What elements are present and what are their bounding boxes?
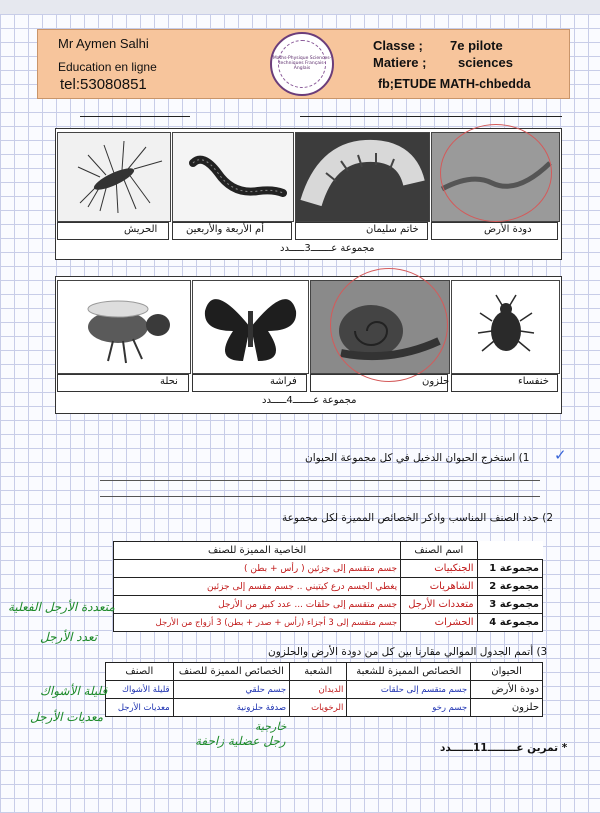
handwritten-note: خارجية [255,720,287,733]
table2-header-phylum-features: الخصائص المميزة للشعبة [347,663,471,681]
teacher-circle-mark [440,124,552,222]
handwritten-note: معديات الأرجل [30,710,104,724]
label-snail: حلزون [422,376,450,387]
table2-cell-class: قليلة الأشواك [106,681,174,699]
mode-label: Education en ligne [58,60,157,74]
top-edge [0,0,600,14]
table2-cell-phylum: الرخويات [290,699,347,717]
label-bee: نحلة [160,376,178,387]
logo-text: Maths-Physique Sciences-techniques Français-Anglais [272,56,332,71]
table1-header-name: اسم الصنف [401,542,477,560]
classe-label: Classe ; [373,38,423,53]
label-millipede: أم الأربعة والأربعين [186,224,264,235]
handwritten-note: قليلة الأشواك [40,684,108,698]
table2-cell-phylum: الديدان [290,681,347,699]
centipede-house-image [57,132,171,222]
classe-value: 7e pilote [450,38,503,53]
table1-row-group: مجموعة 1 [477,560,542,578]
comparison-table [105,662,543,717]
table2-cell-phylum-features: جسم رخو [347,699,471,717]
teacher-circle-mark [330,268,448,382]
table1-header-feature: الخاصية المميزة للصنف [114,542,401,560]
table1-row-group: مجموعة 2 [477,578,542,596]
separator [300,116,562,117]
table2-cell-class-features: صدفة حلزونية [173,699,289,717]
table2-header-class: الصنف [106,663,174,681]
table1-row-name: الحشرات [401,614,477,632]
matiere-value: sciences [458,55,513,70]
table1-row-feature: جسم متقسم إلى 3 أجزاء (رأس + صدر + بطن) 3 أزواج من الأرجل [114,614,401,632]
handwritten-note: متعددة الأرجل الفعلية [8,600,115,614]
table1-row-name: الجنكبيات [401,560,477,578]
answer-line [100,496,540,497]
table2-header-animal: الحيوان [471,663,543,681]
school-logo [270,32,334,96]
table1-row-group: مجموعة 4 [477,614,542,632]
header-banner [37,29,570,99]
group2-caption: مجموعة عـــــــ4ـــــدد [262,395,357,406]
table1-row-name: الشاهريات [401,578,477,596]
table1-row-feature: جسم متقسم إلى جزئين ( رأس + بطن ) [114,560,401,578]
millipede-image [172,132,294,222]
label-centipede: الحريش [124,224,158,235]
table2-header-phylum: الشعبة [290,663,347,681]
handwritten-note: تعدد الأرجل [40,630,98,644]
beetle-image [451,280,560,374]
facebook-label: fb;ETUDE MATH-chbedda [378,77,531,91]
table2-cell-animal: حلزون [471,699,543,717]
label-earthworm: دودة الأرض [484,224,532,235]
table1-row-feature: جسم متقسم إلى حلقات ... عدد كبير من الأرجل [114,596,401,614]
question-3: 3) أتمم الجدول الموالي مقارنا بين كل من دودة الأرض والحلزون [268,646,548,658]
handwritten-note: رجل عضلية زاحفة [195,734,286,748]
matiere-label: Matiere ; [373,55,427,70]
answer-line [100,480,540,481]
bee-image [57,280,191,374]
table2-cell-class-features: جسم حلقي [173,681,289,699]
check-mark-icon: ✓ [554,446,567,464]
phone-label: tel:53080851 [60,76,147,93]
label-wireworm: خاتم سليمان [366,224,419,235]
table2-cell-class: معديات الأرجل [106,699,174,717]
table1-row-name: متعددات الأرجل [401,596,477,614]
exercise-footer: * تمرين عــــــــ11ــــــدد [440,742,568,754]
table2-cell-animal: دودة الأرض [471,681,543,699]
group1-caption: مجموعة عـــــــ3ـــــدد [280,243,375,254]
table1-row-feature: يغطي الجسم درع كيتيني .. جسم مقسم إلى جزئين [114,578,401,596]
wireworm-image [295,132,430,222]
question-1: 1) استخرج الحيوان الدخيل في كل مجموعة الحيوان [305,452,530,464]
teacher-name: Mr Aymen Salhi [58,36,149,51]
question-2: 2) حدد الصنف المناسب واذكر الخصائص المميزة لكل مجموعة [282,512,553,524]
label-butterfly: فراشة [270,376,297,387]
separator [80,116,190,117]
table2-header-class-features: الخصائص المميزة للصنف [173,663,289,681]
butterfly-image [192,280,309,374]
table2-cell-phylum-features: جسم متقسم إلى حلقات [347,681,471,699]
label-beetle: خنفساء [518,376,549,387]
table1-row-group: مجموعة 3 [477,596,542,614]
classification-table [113,541,543,632]
